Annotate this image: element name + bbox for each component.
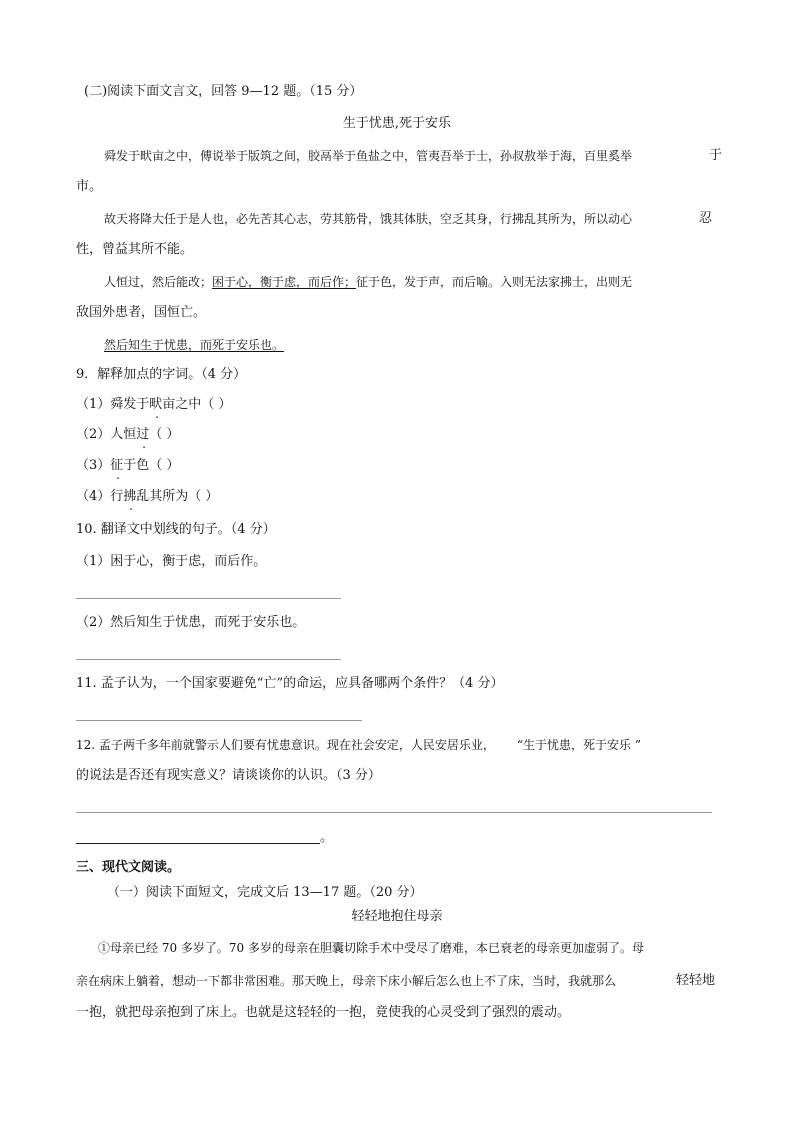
passage-p3-underlined-sentence: 困于心，衡于虑，而后作； [212,275,357,289]
section3-heading: 三、现代文阅读。 [76,860,181,875]
q11-stem: 11. 孟子认为，一个国家要避免“亡”的命运，应具备哪两个条件？（4 分） [76,676,504,691]
passage-p3-line2: 敌国外患者，国恒亡。 [76,305,207,320]
q9-item-1 [76,396,231,414]
q12-answer-line-2[interactable] [76,843,320,844]
q12-line-1-text: 12. 孟子两千多年前就警示人们要有忧患意识。现在社会安定，人民安居乐业， [76,738,495,752]
q9-item-3-post: 于色（ ） [123,458,180,473]
q9-item-2-pre: （2）人恒 [76,427,137,442]
passage-title: 生于忧患,死于安乐 [342,116,452,131]
q9-item-4 [76,488,218,506]
q12-answer-line-1[interactable] [76,812,712,813]
q10-stem: 10. 翻译文中划线的句子。（4 分） [76,522,276,537]
article-p1-line2: 亲在病床上躺着，想动一下都非常困难。那天晚上，母亲下床小解后怎么也上不了床，当时，我就那么 [76,974,617,988]
passage-p2-line1-tail: 忍 [699,211,713,226]
section3-subheading: （一）阅读下面短文，完成文后 13—17 题。（20 分） [107,885,423,900]
passage-p1-line2: 市。 [76,179,103,194]
passage-p2-line2: 性，曾益其所不能。 [76,242,194,257]
q9-item-2-dotted-word: 过 [136,427,150,442]
q10-item-2: （2）然后知生于忧患，而死于安乐也。 [76,615,306,630]
article-p1-line2-tail: 轻轻地 [676,973,716,988]
passage-p2-line1: 故天将降大任于是人也，必先苦其心志，劳其筋骨，饿其体肤，空乏其身，行拂乱其所为，所以动心 [104,212,633,226]
passage-p3-line1 [104,273,632,291]
q9-item-4-pre: （4）行 [76,489,124,504]
passage-p1-line1-tail: 于 [709,148,723,163]
q12-quote: “生于忧患，死于安乐 ” [516,738,641,752]
q9-stem: 9．解释加点的字词。（4 分） [76,367,247,382]
q9-item-2 [76,426,179,444]
q9-item-3-dotted-word: 征 [110,458,124,473]
q12-end-mark: 。 [320,830,334,845]
q12-line-1 [76,736,641,754]
q9-item-2-post: （ ） [149,427,180,442]
section2-heading: (二)阅读下面文言文，回答 9—12 题。（15 分） [84,84,363,99]
q10-answer-line-2[interactable] [76,659,341,660]
q9-item-3 [76,457,179,475]
q9-item-1-pre: （1）舜发于 [76,397,150,412]
q10-item-1: （1）困于心，衡于虑，而后作。 [76,554,267,569]
passage-p3-text-a: 人恒过，然后能改； [104,275,213,289]
q9-item-1-post: 亩之中（ ） [162,397,232,412]
q11-answer-line[interactable] [76,720,362,721]
q10-answer-line-1[interactable] [76,598,341,599]
article-title: 轻轻地抱住母亲 [351,909,443,924]
q9-item-4-post: 乱其所为（ ） [136,489,219,504]
passage-p1-line1: 舜发于畎亩之中，傅说举于版筑之间，胶鬲举于鱼盐之中，管夷吾举于士，孙叔敖举于海，百里奚举 [104,149,633,163]
passage-p4-underlined-sentence: 然后知生于忧患，而死于安乐也。 [104,338,285,352]
q9-item-1-dotted-word: 畎 [149,397,163,412]
article-p1-line1: ①母亲已经 70 多岁了。70 多岁的母亲在胆囊切除手术中受尽了磨难，本已衰老的母亲更加虚弱了。母 [98,941,644,955]
q9-item-3-pre: （3） [76,458,111,473]
q12-line-2: 的说法是否还有现实意义？请谈谈你的认识。（3 分） [76,768,381,783]
article-p1-line3: 一抱，就把母亲抱到了床上。也就是这轻轻的一抱，竟使我的心灵受到了强烈的震动。 [76,1005,571,1020]
passage-p3-text-b: 征于色，发于声，而后喻。入则无法家拂士，出则无 [356,275,633,289]
q9-item-4-dotted-word: 拂 [123,489,137,504]
